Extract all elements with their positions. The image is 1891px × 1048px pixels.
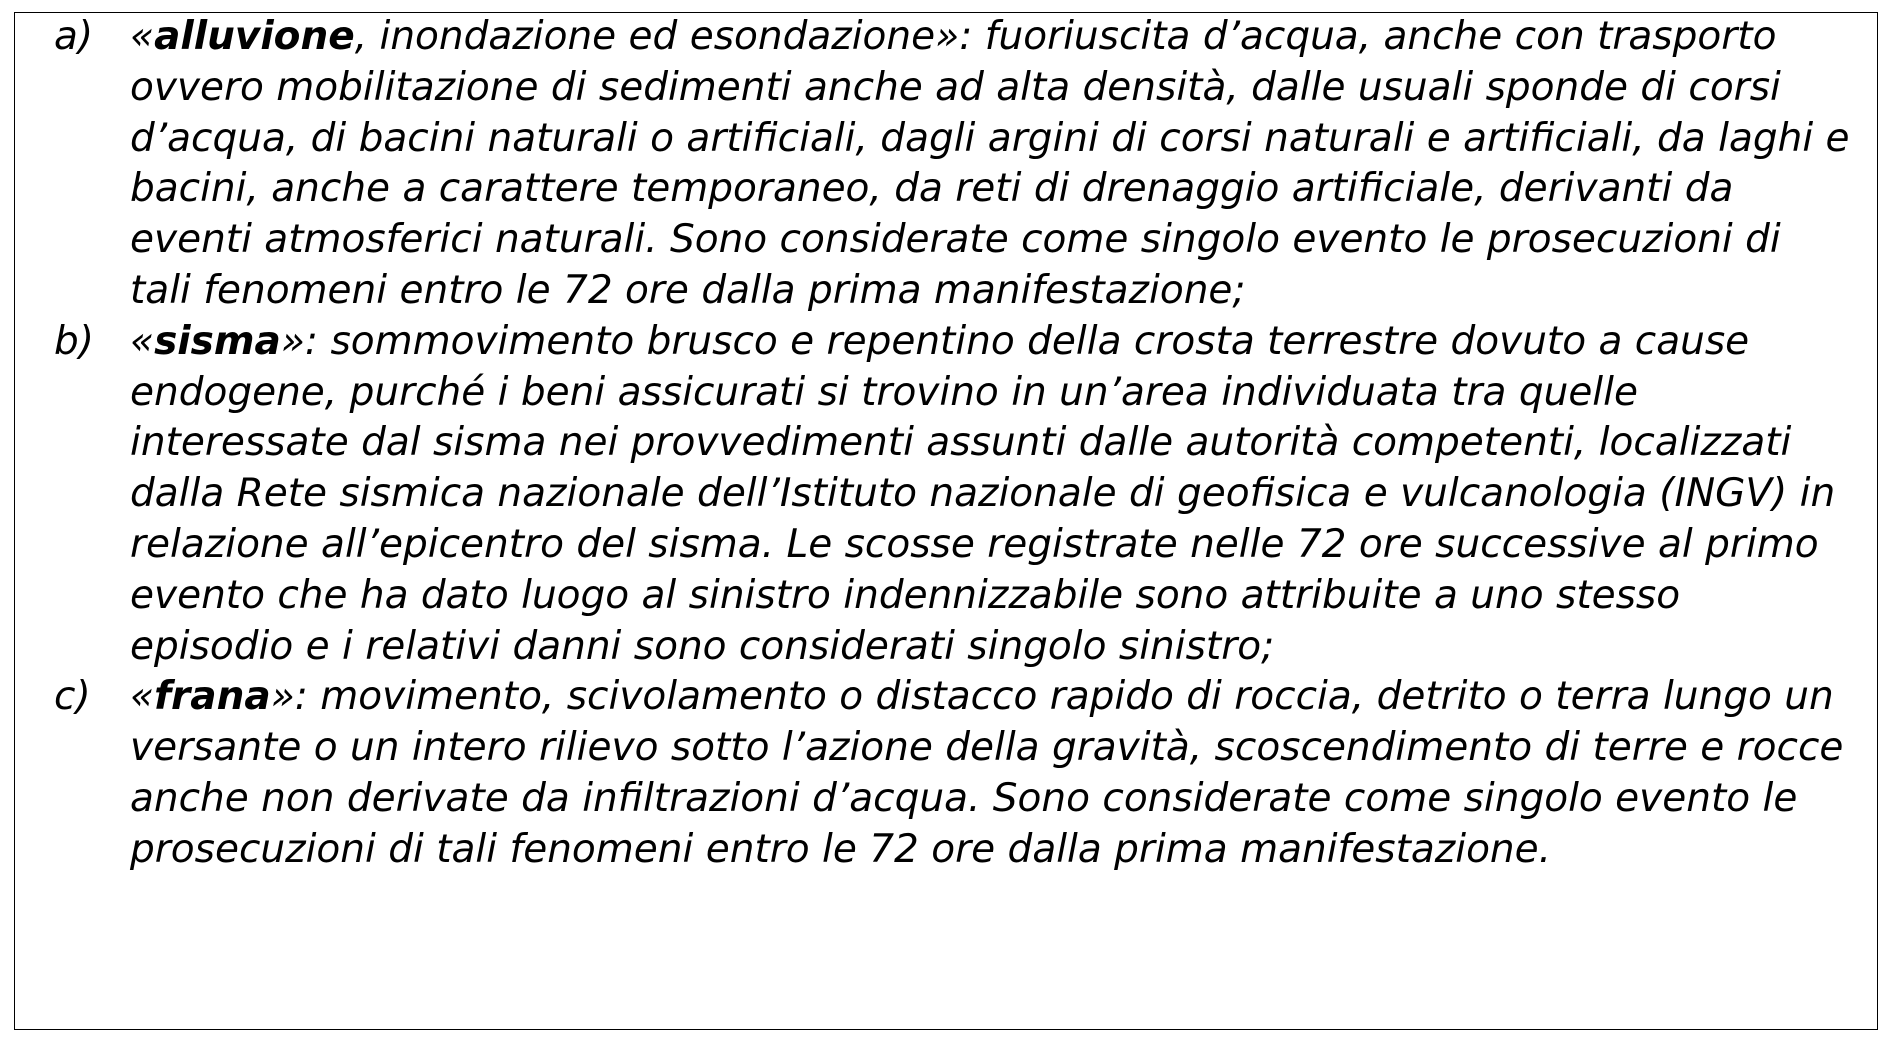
open-quote: « bbox=[130, 674, 155, 720]
definition-item-alluvione bbox=[54, 12, 1854, 317]
item-marker: b) bbox=[54, 318, 94, 364]
defined-term: alluvione bbox=[154, 14, 355, 59]
open-quote: « bbox=[130, 14, 155, 59]
open-quote: « bbox=[130, 318, 155, 364]
close-quote: »: bbox=[935, 14, 973, 59]
item-marker: c) bbox=[54, 674, 91, 720]
definition-text: movimento, scivolamento o distacco rapido di roccia, detrito o terra lungo un versante o un intero rilievo sotto l’azione della gravità, scoscendimento di terre e rocce anche non derivate da infiltrazioni d’acqua. Sono considerate come singolo evento le prosecuzioni di tali fenomeni entro le 72 ore dalla prima manifestazione. bbox=[130, 674, 1844, 872]
term-continuation: , inondazione ed esondazione bbox=[354, 14, 936, 59]
defined-term: frana bbox=[154, 674, 271, 720]
item-marker: a) bbox=[54, 14, 94, 59]
definition-text: sommovimento brusco e repentino della crosta terrestre dovuto a cause endogene, purché i beni assicurati si trovino in un’area individuata tra quelle interessate dal sisma nei provvedimenti assunti dalle autorità competenti, localizzati dalla Rete sismica nazionale dell’Istituto nazionale di geofisica e vulcanologia (INGV) in relazione all’epicentro del sisma. Le scosse registrate nelle 72 ore successive al primo evento che ha dato luogo al sinistro indennizzabile sono attribuite a uno stesso episodio e i relativi danni sono considerati singolo sinistro; bbox=[130, 318, 1836, 669]
definitions-list bbox=[54, 12, 1854, 876]
definition-item-sisma bbox=[54, 317, 1854, 673]
close-quote: »: bbox=[270, 674, 308, 720]
defined-term: sisma bbox=[154, 318, 281, 364]
definition-item-frana bbox=[54, 672, 1854, 875]
close-quote: »: bbox=[280, 318, 319, 364]
definition-text: fuoriuscita d’acqua, anche con trasporto ovvero mobilitazione di sedimenti anche ad alta densità, dalle usuali sponde di corsi d’acqua, di bacini naturali o artificiali, dagli argini di corsi naturali e artificiali, da laghi e bacini, anche a carattere temporaneo, da reti di drenaggio artificiale, derivanti da eventi atmosferici naturali. Sono considerate come singolo evento le prosecuzioni di tali fenomeni entro le 72 ore dalla prima manifestazione; bbox=[130, 14, 1850, 313]
